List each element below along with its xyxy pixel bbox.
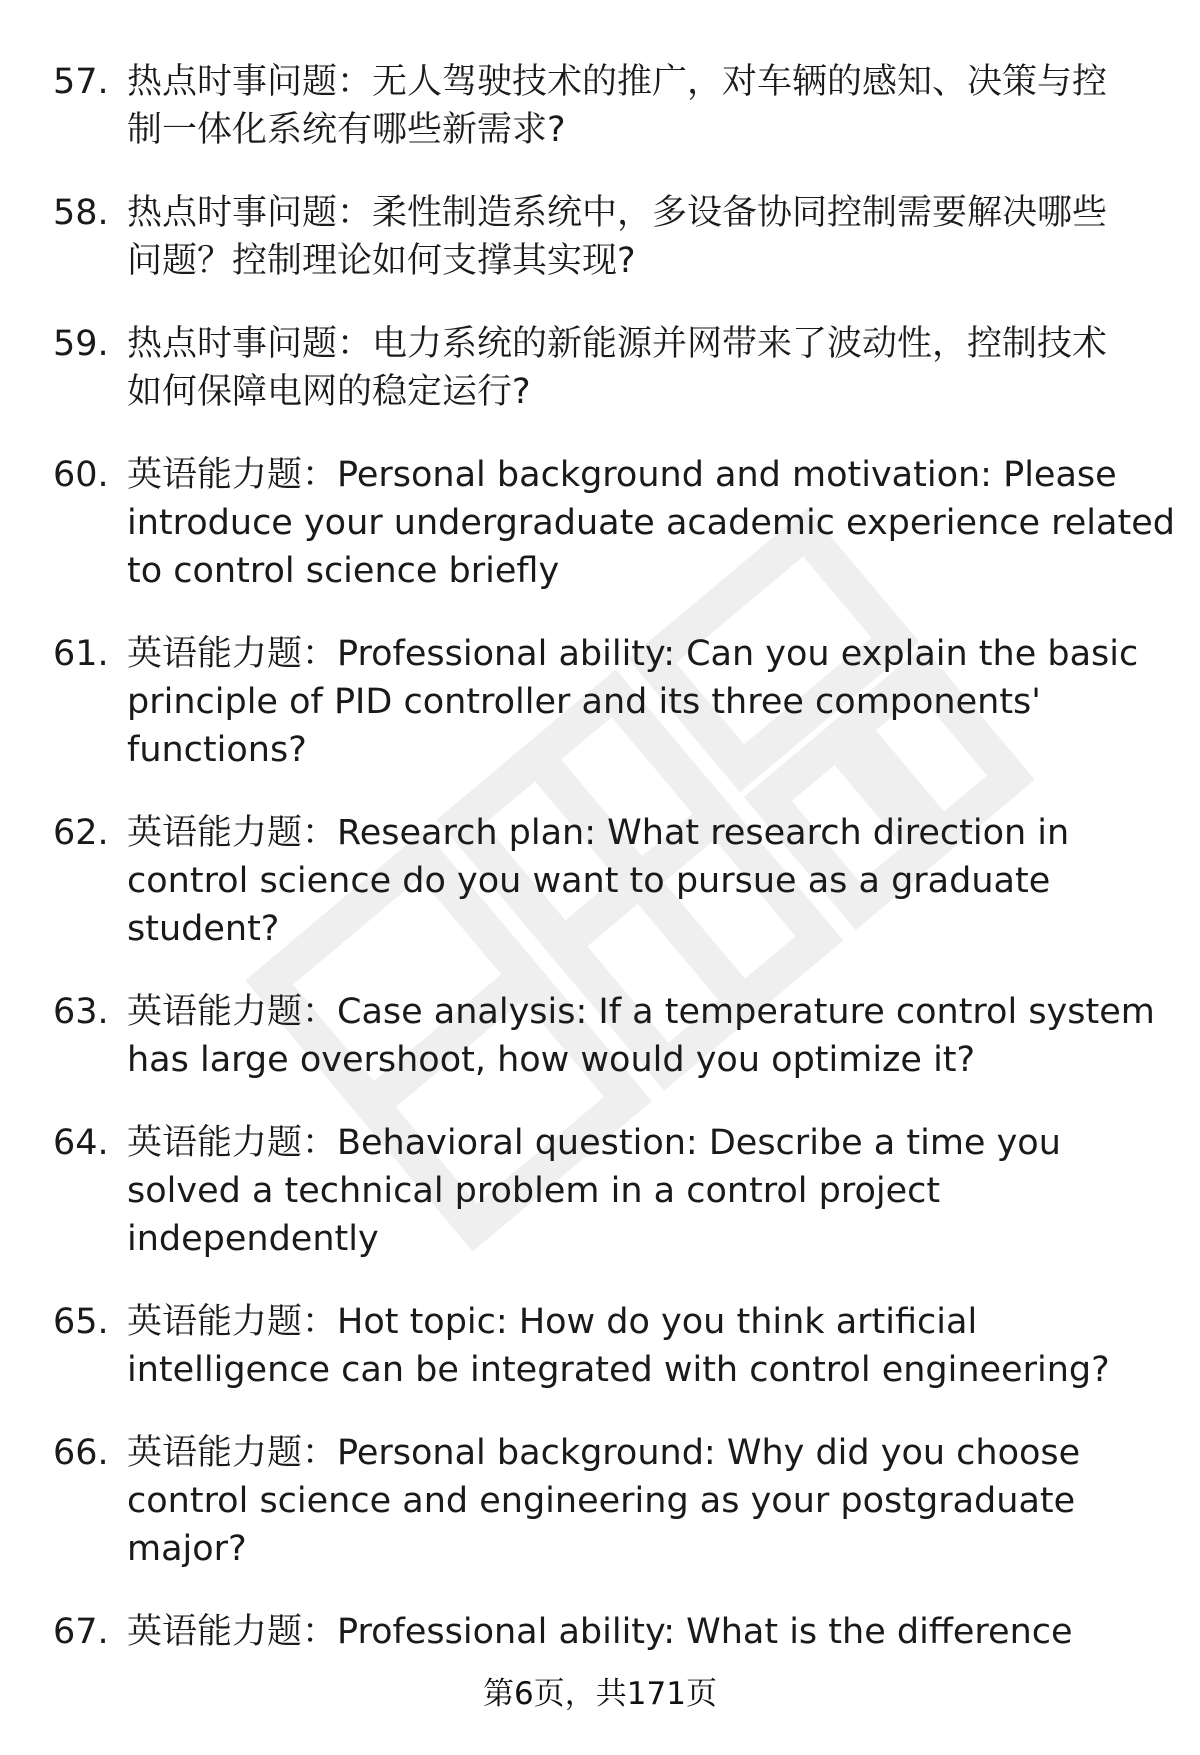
question-item bbox=[0, 988, 1200, 1084]
question-text-line: 热点时事问题：无人驾驶技术的推广，对车辆的感知、决策与控 bbox=[127, 62, 1108, 102]
question-text-line: has large overshoot, how would you optimize it? bbox=[127, 1040, 976, 1080]
page-footer: 第6页，共171页 bbox=[483, 1676, 717, 1712]
question-item bbox=[0, 58, 1200, 154]
question-text-line: independently bbox=[127, 1219, 379, 1259]
question-text-line: 英语能力题：Professional ability: What is the difference bbox=[127, 1612, 1073, 1652]
question-item bbox=[0, 189, 1200, 285]
question-item bbox=[0, 1119, 1200, 1263]
question-text-line: 问题？控制理论如何支撑其实现? bbox=[127, 241, 636, 281]
question-number: 58. bbox=[53, 193, 109, 233]
question-item bbox=[0, 809, 1200, 953]
question-list bbox=[0, 58, 1200, 1656]
question-text bbox=[127, 809, 1160, 953]
question-item bbox=[0, 1608, 1200, 1656]
question-item bbox=[0, 320, 1200, 416]
question-text-line: introduce your undergraduate academic experience related bbox=[127, 503, 1175, 543]
question-text-line: 英语能力题：Case analysis: If a temperature control system bbox=[127, 992, 1155, 1032]
question-text-line: 英语能力题：Personal background: Why did you choose bbox=[127, 1433, 1081, 1473]
question-text-line: 如何保障电网的稳定运行? bbox=[127, 372, 531, 412]
question-text-line: 英语能力题：Professional ability: Can you explain the basic bbox=[127, 634, 1139, 674]
question-text-line: 热点时事问题：电力系统的新能源并网带来了波动性，控制技术 bbox=[127, 324, 1108, 364]
question-number: 65. bbox=[53, 1302, 109, 1342]
question-text bbox=[127, 320, 1160, 416]
question-page bbox=[0, 58, 1200, 1691]
question-text-line: solved a technical problem in a control project bbox=[127, 1171, 941, 1211]
question-text-line: functions? bbox=[127, 730, 307, 770]
question-text-line: intelligence can be integrated with control engineering? bbox=[127, 1350, 1110, 1390]
question-item bbox=[0, 1429, 1200, 1573]
question-text-line: 英语能力题：Personal background and motivation: Please bbox=[127, 455, 1117, 495]
question-text-line: principle of PID controller and its three components' bbox=[127, 682, 1041, 722]
question-text bbox=[127, 630, 1160, 774]
question-text bbox=[127, 58, 1160, 154]
question-text-line: student? bbox=[127, 909, 280, 949]
question-number: 67. bbox=[53, 1612, 109, 1652]
question-number: 57. bbox=[53, 62, 109, 102]
question-number: 63. bbox=[53, 992, 109, 1032]
question-text-line: 英语能力题：Hot topic: How do you think artificial bbox=[127, 1302, 978, 1342]
question-number: 61. bbox=[53, 634, 109, 674]
question-text-line: 英语能力题：Research plan: What research direction in bbox=[127, 813, 1070, 853]
question-text bbox=[127, 451, 1175, 595]
question-text bbox=[127, 189, 1160, 285]
question-number: 66. bbox=[53, 1433, 109, 1473]
question-text-line: control science do you want to pursue as a graduate bbox=[127, 861, 1051, 901]
question-item bbox=[0, 1298, 1200, 1394]
question-text-line: 热点时事问题：柔性制造系统中，多设备协同控制需要解决哪些 bbox=[127, 193, 1108, 233]
question-text-line: 制一体化系统有哪些新需求? bbox=[127, 110, 566, 150]
question-item bbox=[0, 451, 1200, 595]
question-text-line: 英语能力题：Behavioral question: Describe a time you bbox=[127, 1123, 1061, 1163]
question-number: 64. bbox=[53, 1123, 109, 1163]
question-text-line: to control science briefly bbox=[127, 551, 560, 591]
question-number: 60. bbox=[53, 455, 109, 495]
question-text bbox=[127, 988, 1160, 1084]
question-item bbox=[0, 630, 1200, 774]
question-text bbox=[127, 1429, 1160, 1573]
question-text-line: major? bbox=[127, 1529, 247, 1569]
question-text bbox=[127, 1608, 1160, 1656]
question-text bbox=[127, 1298, 1160, 1394]
question-number: 62. bbox=[53, 813, 109, 853]
question-text-line: control science and engineering as your postgraduate bbox=[127, 1481, 1076, 1521]
question-number: 59. bbox=[53, 324, 109, 364]
question-text bbox=[127, 1119, 1160, 1263]
